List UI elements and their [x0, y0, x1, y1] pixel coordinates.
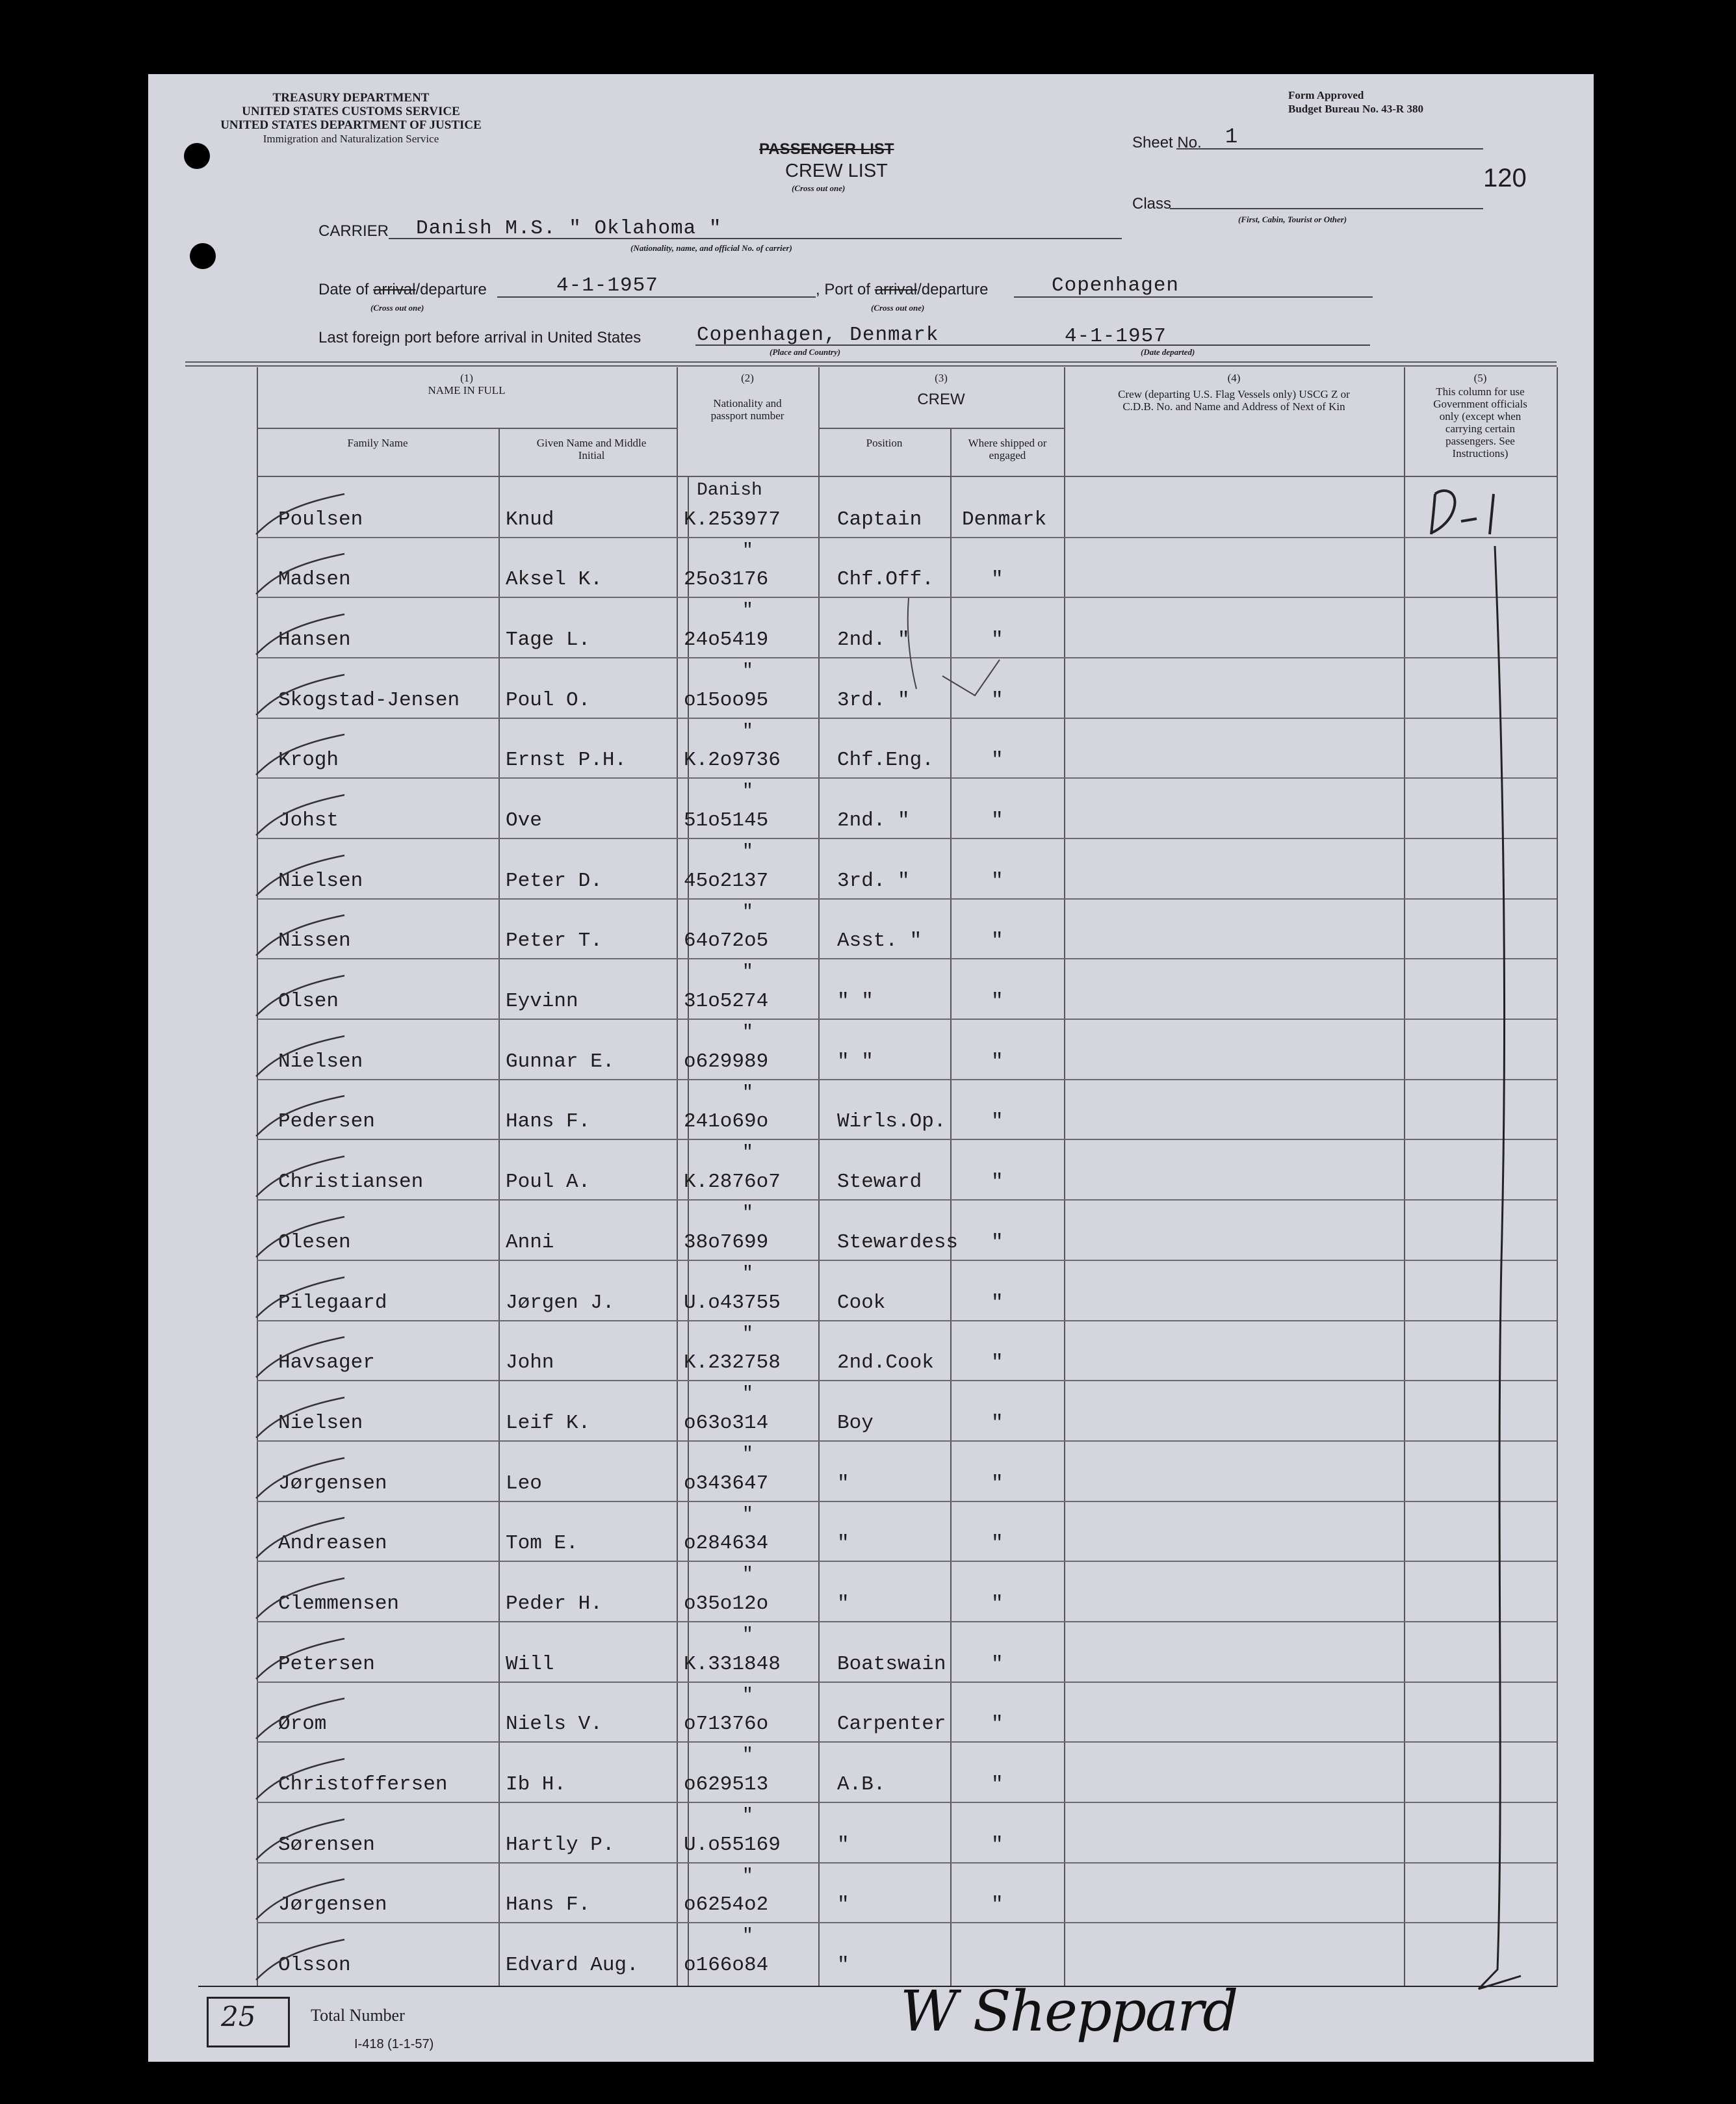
given-name: Hartly P. — [506, 1834, 615, 1856]
nationality-ditto: " — [742, 1685, 753, 1706]
passport-number: o6254o2 — [684, 1893, 769, 1916]
last-port-label: Last foreign port before arrival in United States — [318, 329, 641, 346]
where-shipped: " — [991, 1653, 1004, 1676]
nationality-ditto: " — [742, 962, 753, 982]
last-port-value: Copenhagen, Denmark — [697, 324, 939, 346]
family-name: Olsen — [278, 990, 339, 1013]
class-caption: (First, Cabin, Tourist or Other) — [1238, 214, 1347, 224]
family-name: Madsen — [278, 568, 351, 591]
nationality-ditto: " — [742, 1745, 753, 1765]
nationality-ditto: " — [742, 1203, 753, 1223]
form-approved — [1288, 88, 1423, 116]
given-name: Poul A. — [506, 1171, 591, 1193]
given-name: Edvard Aug. — [506, 1954, 639, 1977]
check-mark-icon — [253, 1756, 351, 1802]
col1-header — [257, 372, 677, 396]
signature: W Sheppard — [900, 1979, 1237, 2044]
where-shipped: " — [991, 1231, 1004, 1254]
total-label: Total Number — [311, 2006, 405, 2025]
check-mark-icon — [253, 1937, 351, 1982]
passport-number: K.2o9736 — [684, 749, 781, 772]
punch-hole — [184, 143, 210, 169]
passport-number: K.232758 — [684, 1351, 781, 1374]
check-mark-icon — [253, 1877, 351, 1922]
family-name: Havsager — [278, 1351, 375, 1374]
family-name: Andreasen — [278, 1532, 387, 1555]
nationality-ditto: " — [742, 902, 753, 922]
port-value: Copenhagen — [1052, 274, 1180, 297]
given-name: Will — [506, 1653, 554, 1676]
where-shipped: " — [991, 1050, 1004, 1073]
nationality-ditto: " — [742, 1083, 753, 1103]
where-shipped: " — [991, 689, 1004, 712]
date-label — [318, 281, 487, 299]
where-shipped: " — [991, 1893, 1004, 1916]
list-title: CREW LIST — [785, 161, 888, 181]
port-label-struck: arrival — [874, 281, 918, 298]
col4-number: (4) — [1227, 372, 1241, 384]
given-name: Knud — [506, 508, 554, 531]
passport-number: 241o69o — [684, 1110, 769, 1133]
family-name: Olesen — [278, 1231, 351, 1254]
check-mark-icon — [253, 1033, 351, 1079]
where-shipped: " — [991, 1171, 1004, 1193]
col4-header — [1064, 372, 1404, 413]
agency-line: UNITED STATES DEPARTMENT OF JUSTICE — [220, 118, 482, 132]
where-shipped: " — [991, 809, 1004, 832]
crew-position: 3rd. " — [837, 689, 910, 712]
check-mark-icon — [253, 853, 351, 898]
where-shipped: " — [991, 1713, 1004, 1735]
date-label-struck: arrival — [373, 281, 416, 298]
family-name: Pedersen — [278, 1110, 375, 1133]
date-caption: (Cross out one) — [370, 303, 424, 313]
where-shipped: " — [991, 1773, 1004, 1796]
col3-where-header: Where shipped or engaged — [968, 437, 1047, 461]
given-name: Poul O. — [506, 689, 591, 712]
passport-number: K.253977 — [684, 508, 781, 531]
crew-position: Cook — [837, 1292, 886, 1314]
given-name: Eyvinn — [506, 990, 578, 1013]
passport-number: U.o55169 — [684, 1834, 781, 1856]
given-name: Anni — [506, 1231, 554, 1254]
check-mark-icon — [253, 1696, 351, 1741]
nationality-ditto: " — [742, 1384, 753, 1404]
family-name: Christiansen — [278, 1171, 424, 1193]
col5-title: This column for use Government officials only (except when carrying certain passengers. See Instructions) — [1433, 385, 1527, 460]
check-mark-icon — [253, 1576, 351, 1621]
nationality-ditto: " — [742, 601, 753, 621]
where-shipped: " — [991, 870, 1004, 892]
family-name: Skogstad-Jensen — [278, 689, 460, 712]
passport-number: 64o72o5 — [684, 929, 769, 952]
passport-number: K.331848 — [684, 1653, 781, 1676]
given-name: Peder H. — [506, 1592, 602, 1615]
family-name: Ørom — [278, 1713, 327, 1735]
col4-title: Crew (departing U.S. Flag Vessels only) USCG Z or C.D.B. No. and Name and Address of Next of Kin — [1118, 388, 1350, 413]
col1-title: NAME IN FULL — [428, 384, 506, 396]
nationality-ditto: " — [742, 721, 753, 742]
family-name: Jørgensen — [278, 1472, 387, 1495]
sheet-value: 1 — [1225, 125, 1238, 149]
passport-number: o284634 — [684, 1532, 769, 1555]
crew-position: Captain — [837, 508, 922, 531]
given-name: Hans F. — [506, 1893, 591, 1916]
passport-number: K.2876o7 — [684, 1171, 781, 1193]
where-shipped: " — [991, 990, 1004, 1013]
check-mark-icon — [253, 1214, 351, 1260]
check-mark-icon — [253, 1817, 351, 1862]
crew-position: Steward — [837, 1171, 922, 1193]
date-label-suffix: /departure — [415, 281, 487, 298]
nationality-ditto: " — [742, 1866, 753, 1886]
where-shipped: " — [991, 929, 1004, 952]
total-value: 25 — [221, 2001, 256, 2033]
agency-line: Immigration and Naturalization Service — [263, 133, 439, 145]
crew-position: Carpenter — [837, 1713, 946, 1735]
port-label-prefix: , Port of — [816, 281, 871, 298]
given-name: John — [506, 1351, 554, 1374]
crew-position: " — [837, 1954, 849, 1977]
col1-family-header: Family Name — [347, 437, 408, 449]
col1-given-header: Given Name and Middle Initial — [536, 437, 647, 461]
col2-number: (2) — [741, 372, 754, 384]
passport-number: 51o5145 — [684, 809, 769, 832]
crew-position: Boy — [837, 1412, 874, 1435]
passport-number: o629989 — [684, 1050, 769, 1073]
check-mark-icon — [253, 973, 351, 1019]
passport-number: o15oo95 — [684, 689, 769, 712]
given-name: Tage L. — [506, 629, 591, 651]
nationality-ditto: " — [742, 661, 753, 681]
family-name: Poulsen — [278, 508, 363, 531]
crew-position: " — [837, 1893, 849, 1916]
passport-number: 38o7699 — [684, 1231, 769, 1254]
nationality-ditto: " — [742, 842, 753, 862]
passport-number: 25o3176 — [684, 568, 769, 591]
carrier-value: Danish M.S. " Oklahoma " — [416, 217, 722, 240]
given-name: Peter D. — [506, 870, 602, 892]
where-shipped: " — [991, 749, 1004, 772]
col2-header — [677, 372, 818, 422]
date-value: 4-1-1957 — [556, 274, 658, 297]
given-name: Leo — [506, 1472, 542, 1495]
family-name: Nielsen — [278, 1050, 363, 1073]
col5-header — [1404, 372, 1557, 460]
crew-position: 2nd. " — [837, 629, 910, 651]
crew-position: " — [837, 1472, 849, 1495]
where-shipped: " — [991, 1592, 1004, 1615]
given-name: Leif K. — [506, 1412, 591, 1435]
given-name: Jørgen J. — [506, 1292, 615, 1314]
last-port-date: 4-1-1957 — [1065, 325, 1167, 348]
crew-position: Asst. " — [837, 929, 922, 952]
check-mark-icon — [253, 491, 351, 537]
port-label — [816, 281, 988, 299]
agency-line: UNITED STATES CUSTOMS SERVICE — [242, 105, 460, 118]
crew-position: Wirls.Op. — [837, 1110, 946, 1133]
check-mark-icon — [253, 1395, 351, 1440]
crew-position: " — [837, 1532, 849, 1555]
where-shipped: " — [991, 1110, 1004, 1133]
crew-position: A.B. — [837, 1773, 886, 1796]
date-label-prefix: Date of — [318, 281, 369, 298]
crew-position: Stewardess — [837, 1231, 959, 1254]
passport-number: o166o84 — [684, 1954, 769, 1977]
where-shipped: " — [991, 1351, 1004, 1374]
where-shipped: " — [991, 1292, 1004, 1314]
given-name: Ib H. — [506, 1773, 567, 1796]
nationality-ditto: " — [742, 541, 753, 561]
crew-position: " — [837, 1592, 849, 1615]
last-port-caption: (Place and Country) — [770, 347, 841, 357]
passport-number: o629513 — [684, 1773, 769, 1796]
check-mark-icon — [253, 1154, 351, 1199]
crew-position: Chf.Eng. — [837, 749, 934, 772]
family-name: Clemmensen — [278, 1592, 400, 1615]
family-name: Krogh — [278, 749, 339, 772]
nationality-ditto: " — [742, 1444, 753, 1464]
stray-pencil-marks — [903, 591, 1007, 747]
crew-position: 2nd. " — [837, 809, 910, 832]
nationality-ditto: " — [742, 1264, 753, 1284]
form-number: I-418 (1-1-57) — [354, 2037, 434, 2051]
col3-position-header: Position — [866, 437, 903, 449]
passport-number: 24o5419 — [684, 629, 769, 651]
carrier-caption: (Nationality, name, and official No. of carrier) — [630, 243, 792, 253]
crew-position: 3rd. " — [837, 870, 910, 892]
budget-bureau-text: Budget Bureau No. 43-R 380 — [1288, 103, 1423, 115]
check-mark-icon — [253, 913, 351, 958]
col2-title: Nationality and passport number — [710, 397, 784, 422]
given-name: Peter T. — [506, 929, 602, 952]
given-name: Ernst P.H. — [506, 749, 627, 772]
passport-number: o35o12o — [684, 1592, 769, 1615]
crew-position: 2nd.Cook — [837, 1351, 934, 1374]
check-mark-icon — [253, 1093, 351, 1139]
nationality-ditto: " — [742, 781, 753, 801]
check-mark-icon — [253, 732, 351, 777]
family-name: Pilegaard — [278, 1292, 387, 1314]
form-approved-text: Form Approved — [1288, 89, 1364, 101]
page-number: 120 — [1483, 164, 1527, 192]
family-name: Hansen — [278, 629, 351, 651]
check-mark-icon — [253, 1275, 351, 1320]
check-mark-icon — [253, 1455, 351, 1501]
check-mark-icon — [253, 1636, 351, 1682]
given-name: Ove — [506, 809, 542, 832]
passport-number: o63o314 — [684, 1412, 769, 1435]
check-mark-icon — [253, 551, 351, 597]
port-label-suffix: /departure — [917, 281, 989, 298]
col3-header — [818, 372, 1064, 406]
crew-position: Boatswain — [837, 1653, 946, 1676]
where-shipped: " — [991, 1834, 1004, 1856]
agency-header — [188, 91, 513, 146]
given-name: Niels V. — [506, 1713, 602, 1735]
nationality-ditto: " — [742, 1022, 753, 1043]
nationality-ditto: " — [742, 1505, 753, 1525]
passport-number: 31o5274 — [684, 990, 769, 1013]
family-name: Jørgensen — [278, 1893, 387, 1916]
crew-position: " — [837, 1834, 849, 1856]
class-label: Class — [1132, 195, 1172, 213]
where-shipped: " — [991, 1532, 1004, 1555]
passport-number: o343647 — [684, 1472, 769, 1495]
carrier-label: CARRIER — [318, 222, 389, 240]
check-mark-icon — [253, 672, 351, 718]
nationality-ditto: " — [742, 1565, 753, 1585]
col3-number: (3) — [935, 372, 948, 384]
where-shipped: Denmark — [962, 508, 1047, 531]
family-name: Sørensen — [278, 1834, 375, 1856]
nationality-ditto: " — [742, 1143, 753, 1163]
family-name: Nielsen — [278, 870, 363, 892]
list-struck: PASSENGER LIST — [759, 140, 894, 158]
crew-position: " " — [837, 990, 874, 1013]
crew-position: " " — [837, 1050, 874, 1073]
passport-number: o71376o — [684, 1713, 769, 1735]
family-name: Olsson — [278, 1954, 351, 1977]
where-shipped: " — [991, 1412, 1004, 1435]
check-mark-icon — [253, 1334, 351, 1380]
check-mark-icon — [253, 612, 351, 657]
check-mark-icon — [253, 1515, 351, 1561]
given-name: Aksel K. — [506, 568, 602, 591]
passport-number: 45o2137 — [684, 870, 769, 892]
crew-position: Chf.Off. — [837, 568, 934, 591]
list-cross-out: (Cross out one) — [792, 183, 846, 193]
punch-hole — [190, 243, 216, 269]
family-name: Christoffersen — [278, 1773, 448, 1796]
sheet-label: Sheet No. — [1132, 134, 1202, 151]
given-name: Gunnar E. — [506, 1050, 615, 1073]
where-shipped: " — [991, 568, 1004, 591]
given-name: Hans F. — [506, 1110, 591, 1133]
family-name: Nielsen — [278, 1412, 363, 1435]
col5-number: (5) — [1473, 372, 1487, 384]
nationality-ditto: " — [742, 1926, 753, 1946]
col1-number: (1) — [460, 372, 473, 384]
where-shipped: " — [991, 1472, 1004, 1495]
check-mark-icon — [253, 792, 351, 838]
agency-line: TREASURY DEPARTMENT — [272, 91, 430, 105]
nationality-ditto: " — [742, 1625, 753, 1645]
passport-number: U.o43755 — [684, 1292, 781, 1314]
family-name: Johst — [278, 809, 339, 832]
nationality-ditto: " — [742, 1806, 753, 1826]
family-name: Nissen — [278, 929, 351, 952]
given-name: Tom E. — [506, 1532, 578, 1555]
nationality-ditto: " — [742, 1324, 753, 1344]
handwritten-bracket — [1417, 481, 1560, 2002]
port-caption: (Cross out one) — [871, 303, 925, 313]
family-name: Petersen — [278, 1653, 375, 1676]
where-shipped: " — [991, 629, 1004, 651]
nationality: Danish — [697, 480, 762, 500]
last-port-date-caption: (Date departed) — [1141, 347, 1195, 357]
col3-title: CREW — [917, 391, 965, 408]
